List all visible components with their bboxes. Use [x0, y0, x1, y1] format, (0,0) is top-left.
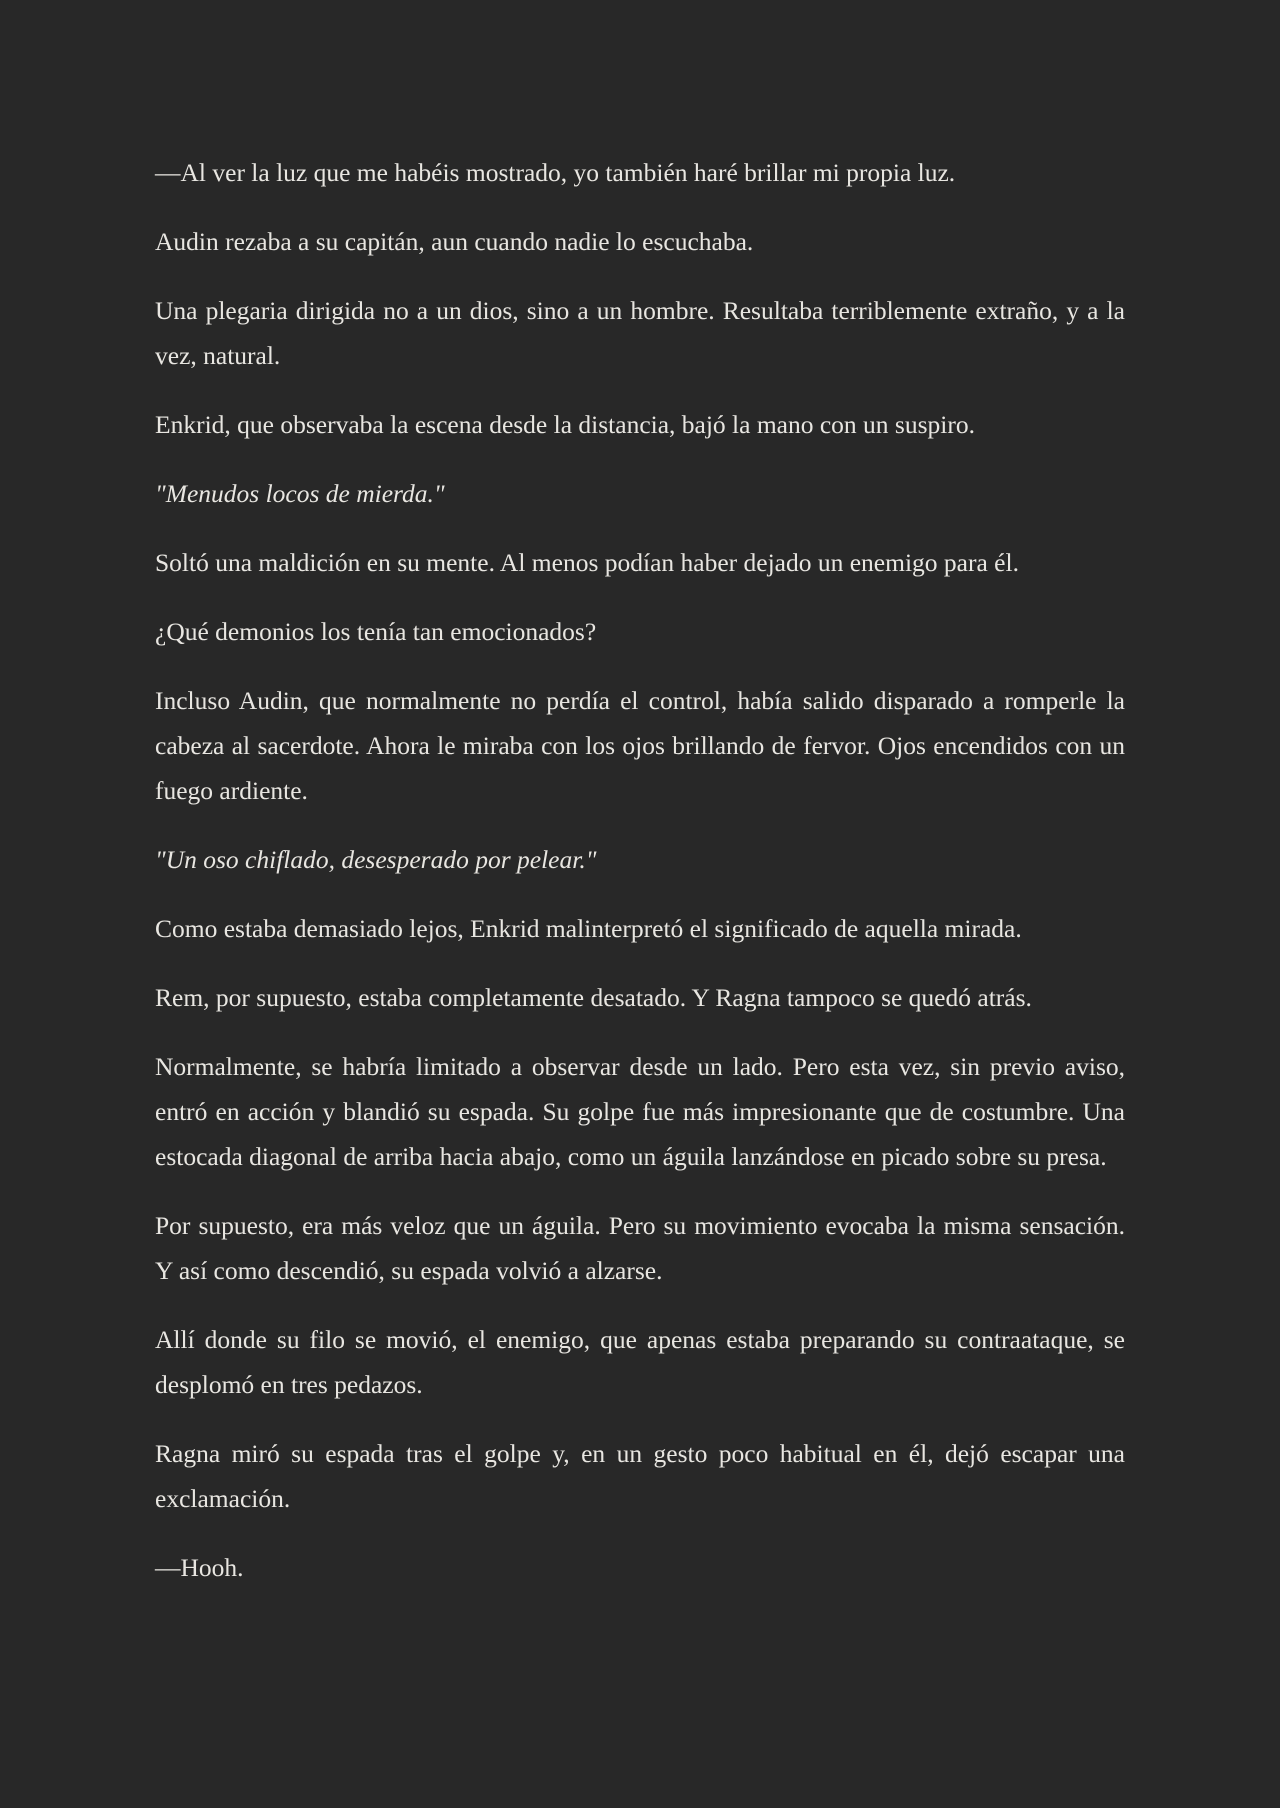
paragraph: Soltó una maldición en su mente. Al menos podían haber dejado un enemigo para él. — [155, 548, 1019, 577]
paragraph: Una plegaria dirigida no a un dios, sino a un hombre. Resultaba terriblemente extraño, y a la vez, natural. — [155, 296, 1125, 370]
paragraph: Enkrid, que observaba la escena desde la distancia, bajó la mano con un suspiro. — [155, 410, 975, 439]
paragraph: Como estaba demasiado lejos, Enkrid malinterpretó el significado de aquella mirada. — [155, 914, 1022, 943]
paragraph: —Al ver la luz que me habéis mostrado, yo también haré brillar mi propia luz. — [155, 158, 956, 187]
paragraph-thought: "Un oso chiflado, desesperado por pelear." — [155, 845, 597, 874]
paragraph: Incluso Audin, que normalmente no perdía el control, había salido disparado a romperle la cabeza al sacerdote. Ahora le miraba con los ojos brillando de fervor. Ojos encendidos con un fuego ardiente. — [155, 686, 1125, 805]
paragraph: Normalmente, se habría limitado a observar desde un lado. Pero esta vez, sin previo aviso, entró en acción y blandió su espada. Su golpe fue más impresionante que de costumbre. Una estocada diagonal de arriba hacia abajo, como un águila lanzándose en picado sobre su presa. — [155, 1052, 1125, 1171]
paragraph-thought: "Menudos locos de mierda." — [155, 479, 445, 508]
paragraph: ¿Qué demonios los tenía tan emocionados? — [155, 617, 597, 646]
paragraph: Audin rezaba a su capitán, aun cuando nadie lo escuchaba. — [155, 227, 754, 256]
reader-content — [155, 150, 1125, 1614]
paragraph: Por supuesto, era más veloz que un águila. Pero su movimiento evocaba la misma sensación. Y así como descendió, su espada volvió a alzarse. — [155, 1211, 1125, 1285]
paragraph: Allí donde su filo se movió, el enemigo, que apenas estaba preparando su contraataque, se desplomó en tres pedazos. — [155, 1325, 1125, 1399]
paragraph: —Hooh. — [155, 1553, 244, 1582]
paragraph: Rem, por supuesto, estaba completamente desatado. Y Ragna tampoco se quedó atrás. — [155, 983, 1032, 1012]
paragraph: Ragna miró su espada tras el golpe y, en un gesto poco habitual en él, dejó escapar una exclamación. — [155, 1439, 1125, 1513]
